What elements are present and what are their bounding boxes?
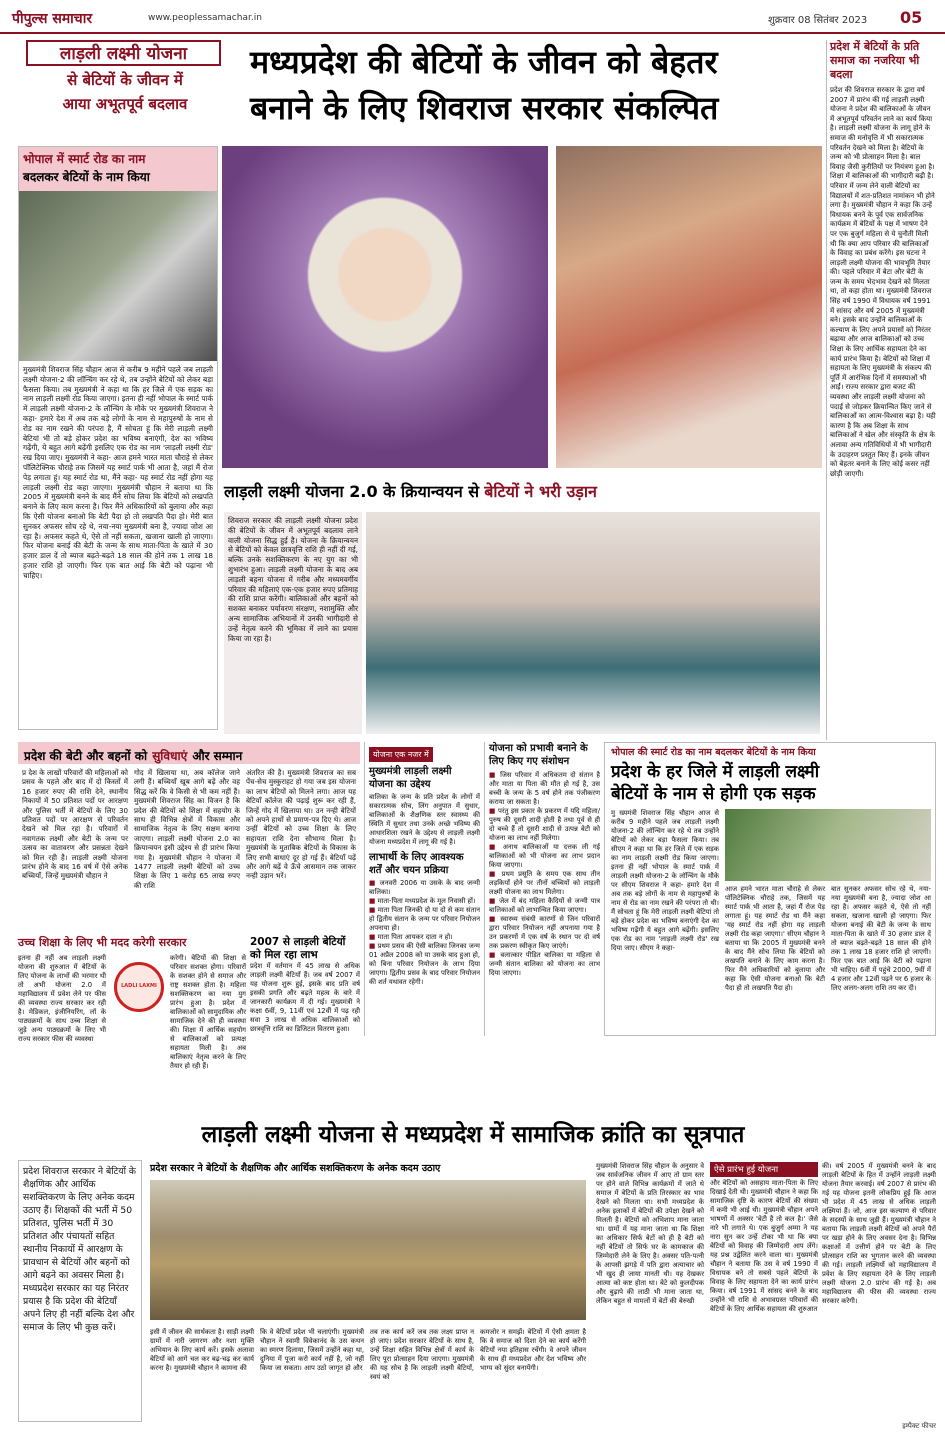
mid-banner — [224, 480, 820, 508]
section-f-headline-2: बेटियों के नाम से होगी एक सड़क — [611, 784, 816, 804]
ladli-laxmi-logo-text: LADLI LAXMI — [121, 983, 157, 989]
pm-speech-photo — [222, 146, 548, 468]
section-a-title-b: सुविधाएं — [152, 749, 188, 763]
right-column — [826, 40, 936, 740]
masthead — [0, 0, 945, 34]
section-d-bullet-list — [369, 879, 480, 987]
section-b-col-1: इतना ही नहीं अब लाड़ली लक्ष्मी योजना की शुरुआत में बेटियों के लिए योजना के लाभों की भरमार थी तो अभी योजना 2.0 में महाविद्यालय में प्रवेश लेने पर फीस की व्यवस्था राज्य सरकार कर रही है। मेडिकल, इंजीनियरिंग, लॉ के पाठ्यक्रमों के साथ उच्च शिक्षा से जुड़े अन्य पाठ्यक्रमों के लिए भी राज्य सरकार फीस की व्यवस्था — [18, 954, 106, 1043]
bottom-col-4: कमजोर न समझें। बेटियों में ऐसी क्षमता है कि वे समाज को दिशा देने का कार्य करेंगी बेटियाँ नया इतिहास रचेंगी। वे अपने जीवन के साथ ही मध्यप्रदेश और देश भविष्य और भाग्य को सुंदर बनायेंगी। — [480, 1328, 586, 1372]
list-item: ■ जनवरी 2006 या उसके के बाद जन्मी बालिका। — [369, 879, 480, 896]
section-d-title-2: योजना का उद्देश्य — [369, 779, 431, 790]
section-f-strap: भोपाल की स्मार्ट रोड का नाम बदलकर बेटियों के नाम किया — [611, 747, 816, 758]
tree-planting-photo — [725, 809, 931, 881]
section-a-col-3: अंतरित की है। मुख्यमंत्री शिवराज का सब पेंच-सेच मुस्कुराहट हो गया जब इस योजना का लाभ बेटियों को मिलने लगा। आज यह बेटियाँ कॉलेज की पढ़ाई शुरू कर रही हैं, जिन्हें गोद में खिलाया था। उन नन्ही बेटियों को अपने हाथों से प्रमाण-पत्र दिए थे। आज उन्हीं बेटियों को उच्च शिक्षा के लिए सहायता राशि देना सौभाग्य मिला है। मुख्यमंत्री के मुताबिक बेटियों के विकास के लिए सभी बाधाएं दूर हो गई हैं। बेटियाँ पढ़ें और आगे बढ़ें वे ऊँचे आसमान तक जाकर नन्ही उड़ान भरें। — [246, 768, 356, 881]
section-f-headline-1: प्रदेश के हर जिले में लाड़ली लक्ष्मी — [611, 762, 820, 782]
section-f — [604, 742, 936, 1036]
section-b-title: उच्च शिक्षा के लिए भी मदद करेगी सरकार — [18, 936, 187, 949]
section-a-title-c: और सम्मान — [192, 749, 243, 763]
list-item: ■ जेल में बंद महिला कैदियों से जन्मी पात्र बालिकाओं को लाभान्वित किया जाएगा। — [489, 897, 600, 914]
section-d-body: बालिका के जन्म के प्रति प्रदेश के लोगों में सकारात्मक सोच, लिंग अनुपात में सुधार, बालिकाओं के शैक्षणिक स्तर स्वास्थ्य की स्थिति में सुधार तथा उनके अच्छे भविष्य की आधारशिला रखने के उद्देश्य से लाड़ली लक्ष्मी योजना मध्यप्रदेश में लागू की गई है। — [369, 793, 480, 846]
bottom-banner: लाड़ली लक्ष्मी योजना से मध्यप्रदेश में सामाजिक क्रांति का सूत्रपात — [201, 1122, 745, 1148]
kicker-sub-2: आया अभूतपूर्व बदलाव — [62, 95, 188, 113]
section-c — [250, 936, 360, 1036]
section-b — [18, 936, 246, 1070]
left-story-body: मुख्यमंत्री शिवराज सिंह चौहान आज से करीब 9 महीने पहले जब लाड़ली लक्ष्मी योजना-2 की लॉन्चिंग कर रहे थे, तब उन्होंने बेटियों को लेकर बड़ा फैसला किया। तब मुख्यमंत्री ने कहा था कि हर जिले में एक सड़क का नाम लाड़ली लक्ष्मी रोड किया जाएगा। इतना ही नहीं भोपाल के स्मार्ट पार्क में लाड़ली लक्ष्मी योजना-2 के लॉन्चिंग के मौके पर मुख्यमंत्री शिवराज ने कहा- हमारे देश में अब तक बड़े लोगों के नाम से महापुरुषों के नाम से रोड का नाम रखने की परंपरा है, मैं सोचता हूं कि मेरी लाड़ली लक्ष्मी बेटियां भी तो बड़े होकर प्रदेश का भविष्य बनाएंगी, देश का भविष्य गढ़ेंगी, ये बहुत आगे बढ़ेंगी इसलिए एक रोड का नाम 'लाड़ली लक्ष्मी रोड' रख दिया जाए। मुख्यमंत्री ने कहा- आज हमने भारत माता चौराहे से लेकर पॉलिटेक्निक चौराहे तक जिसमें यह स्मार्ट पार्क भी आता है, जहां मैं रोज पेड़ लगाता हूं। यह स्मार्ट रोड था, मैंने कहा- यह स्मार्ट रोड नहीं होगा यह लाड़ली लक्ष्मी रोड कहा जाएगा। मुख्यमंत्री चौहान ने बताया था कि 2005 में मुख्यमंत्री बनने के बाद मैंने सोच लिया कि बेटियों को लखपति बनाने के लिए काम करना है। फिर मैंने अधिकारियों को बुलाया और कहा कि ऐसी योजना बनाओ कि बेटी पैदा हो तो लखपति पैदा हो। मेरी बात सुनकर अफसर सोच रहे थे, नया-नया मुख्यमंत्री बना है, ज्यादा जोश आ रहा है। अफसर कहते थे, ऐसे तो नहीं सकता, खजाना खाली हो जाएगा। फिर योजना बनाई की बेटी के जन्म के साथ माता-पिता के खाते में 30 हजार डाल दें तो ब्याज बढ़ते-बढ़ते 18 साल की होने तक 1 लाख 18 हजार राशि हो जाएगी। फिर एक बात आई कि बेटी को पढ़ाना भी चाहिए। — [23, 365, 213, 580]
section-d-title-3: लाभार्थी के लिए आवश्यक — [369, 852, 464, 863]
bottom-col-5: मुख्यमंत्री शिवराज सिंह चौहान के अनुसार वे जब सार्वजनिक जीवन में आए तो ग्राम स्तर पर होने वाले विभिन्न कार्यक्रमों में जाते थे समाज में बेटियों के प्रति तिरस्कार का भाव देखने को मिलता था। सभी मध्यप्रदेश के अनेक इलाकों में बेटियों की उपेक्षा देखने को मिलती है। बेटियों को अभिशाप माना जाता था। ग्रामों में यह माना जाता था कि शिक्षा का अधिकार सिर्फ बेटों को ही है बेटी को नहीं बेटियों तो सिर्फ घर के कामकाज की जिम्मेदारी लेने के लिए है। अक्सर पति-पत्नी के आपसी झगड़े में पति द्वारा अत्याचार को भी खुद ही जाया मानती थी। यह देखकर आत्मा को कष्ट होता था। बेटे को कुलदीपक और बुढ़ापे की लाठी भी माना जाता था, लेकिन बहुत से मामलों में बेटों की बेरुखी — [596, 1162, 704, 1305]
list-item: ■ अनाथ बालिकाओं या दत्तक ली गई बालिकाओं को भी योजना का लाभ प्रदान किया जाएगा। — [489, 843, 600, 869]
list-item: ■ बलात्कार पीड़ित बालिका या महिला से जन्मी संतान बालिका को योजना का लाभ दिया जाएगा। — [489, 951, 600, 977]
bottom-left-text: प्रदेश शिवराज सरकार ने बेटियों के शैक्षणिक और आर्थिक सशक्तिकरण के लिए अनेक कदम उठाए हैं। शिक्षकों की भर्ती में 50 प्रतिशत, पुलिस भर्ती में 30 प्रतिशत और पंचायतों सहित स्थानीय निकायों में आरक्षण के प्रावधान से बेटियों और बहनों को आगे बढ़ने का अवसर मिला है। मध्यप्रदेश सरकार का यह निरंतर प्रयास है कि प्रदेश की बेटियाँ अपने लिए ही नहीं बल्कि देश और समाज के लिए भी कुछ करें। — [23, 1166, 136, 1333]
section-a — [18, 742, 360, 932]
section-d-tag: योजना एक नजर में — [369, 747, 433, 762]
bottom-col-7: की। वर्ष 2005 में मुख्यमंत्री बनने के बाद लाड़ली बेटियों के हित में उन्होंने लाड़ली लक्ष्मी योजना तैयार करवाई। वर्ष 2007 से प्रारंभ की गई यह योजना इतनी लोकप्रिय हुई कि आज भी प्रदेश में 45 लाख से अधिक लाड़ली लक्ष्मियां हैं। जो, आज इस कल्याण से परिवार के सदस्यों के साथ जुड़ी हैं। मुख्यमंत्री चौहान ने बताया कि लाड़ली लक्ष्मी बेटियों को अपने पैरों पर खड़ा होने के लिए अवसर देना है। विभिन्न कक्षाओं में उत्तीर्ण होने पर बेटी के लिए प्रोत्साहन राशि का भुगतान करने की व्यवस्था की गई। लाड़ली लक्ष्मियों को महाविद्यालय में प्रवेश के लिए सहायता देने के लिए लाड़ली लक्ष्मी योजना 2.0 प्रारंभ की गई है। अब महाविद्यालय की फीस की व्यवस्था राज्य सरकार करेगी। — [822, 1162, 936, 1305]
list-item: ■ प्रथम प्रसूति के समय एक साथ तीन लड़कियाँ होने पर तीनों बच्चियों को लाड़ली लक्ष्मी योजना का लाभ मिलेगा। — [489, 870, 600, 896]
section-b-col-2: करेगी। बेटियों की शिक्षा से परिवार सशक्त होगा। परिवारों के सशक्त होने से समाज और राष्ट्र सशक्त होता है। महिला सशक्तिकरण का नया युग प्रारंभ हुआ है। प्रदेश में बालिकाओं को सामुदायिक और सामाजिक देने की ही व्यवस्था की। शिक्षा में आर्थिक सहयोग से बालिकाओं को प्रत्यक्ष सहायता मिली है। अब बालिकाएं नेतृत्व करने के लिए तैयार हो रही हैं। — [170, 954, 246, 1070]
kicker-sub-1: से बेटियों के जीवन में — [67, 71, 183, 89]
impact-feature-credit: इम्पैक्ट फीचर — [902, 1422, 936, 1430]
left-story — [18, 146, 218, 730]
bottom-col-6-body: और बेटियों को असहाय माता-पिता के लिए दिखाई देती थी। मुख्यमंत्री चौहान ने कहा कि सामाजिक दृष्टि के कारण बेटियों की संख्या में कमी भी आई थी। मुख्यमंत्री चौहान अपने भाषणों में अक्सर 'बेटी है तो कल है।' जैसे नारे भी लगाते थे। एक बुजुर्ग अम्मा ने यह नारा सुन कर उन्हें टोका भी था कि क्या बेटियों को विवाह की जिम्मेदारी आप लेंगे। यह प्रश्न उद्वेलित करने वाला था। मुख्यमंत्री चौहान ने बताया कि उस वे वर्ष 1990 में विधायक बने तो सबसे पहले बेटियों के विवाह के लिए सहायता देने का कार्य प्रारंभ किया। वर्ष 1991 में सांसद बनने के बाद उन्होंने भी राशि से अभावग्रस्त परिवारों की बेटियों के लिए आर्थिक सहायता की शुरुआत — [710, 1179, 818, 1313]
list-item: ■ प्रथम प्रसव की ऐसी बालिका जिनका जन्म 01 अप्रैल 2008 को या उसके बाद हुआ हो, को बिना परिवार नियोजन के लाभ दिया जाएगा। द्वितीय प्रसव के बाद परिवार नियोजन की शर्त यथावत रहेगी। — [369, 942, 480, 986]
section-a-title-a: प्रदेश की बेटी और बहनों को — [24, 749, 148, 763]
bottom-col-6-title: ऐसे प्रारंभ हुई योजना — [710, 1162, 818, 1177]
bottom-left-box — [18, 1160, 142, 1422]
list-item: ■ परंतु इस प्रकार के प्रकरण में यदि महिला/पुरुष की दूसरी शादी होती है तथा पूर्व से ही दो बच्चे हैं तो दूसरी शादी से उत्पन्न बेटी को योजना का लाभ नहीं मिलेगा। — [489, 807, 600, 842]
left-story-title-1: भोपाल में स्मार्ट रोड का नाम — [23, 152, 146, 166]
road-plaque-photo — [19, 191, 217, 361]
list-item: ■ जिस परिवार में अधिकतम दो संतान है और माता या पिता की मौत हो गई है, उस बच्ची के जन्म के 5 वर्ष होने तक पंजीकरण कराया जा सकता है। — [489, 771, 601, 806]
site-url: www.peoplessamachar.in — [148, 13, 262, 23]
section-e-title-1: योजना को प्रभावी बनाने के — [489, 743, 588, 754]
section-c-title-1: 2007 से लाड़ली बेटियों — [250, 936, 346, 948]
right-column-body: प्रदेश की शिवराज सरकार के द्वारा वर्ष 2007 में प्रारंभ की गई लाड़ली लक्ष्मी योजना ने प्रदेश की बालिकाओं के जीवन में अभूतपूर्व परिवर्तन लाने का कार्य किया है। लाड़ली लक्ष्मी योजना के लागू होने के समाज की मनोवृत्ति में भी सकारात्मक परिवर्तन देखने को मिला है। बेटियों के जन्म को भी प्रोत्साहन मिला है। बाल विवाह जैसी कुरीतियों पर नियंत्रण हुआ है। शिक्षा में बालिकाओं की भागीदारी बढ़ी है। परिवार में जन्म लेने वाली बेटियों का विद्यालयों में शत-प्रतिशत नामांकन भी होने लगा है। मुख्यमंत्री चौहान ने कहा कि उन्हें विधायक बनने के पूर्व एक सार्वजनिक कार्यक्रम में बेटियों के पक्ष में भाषण देने पर एक बुजुर्ग महिला से ये चुनौती मिली थी कि क्या आप परिवार की बालिकाओं के विवाह का प्रबंध करेंगे। इस घटना ने लाड़ली लक्ष्मी योजना की भावभूमि तैयार की। पहले परिवार में बेटा और बेटी के जन्म के समय भेदभाव देखने को मिलता था, तो कहा होता था। मुख्यमंत्री शिवराज सिंह वर्ष 1990 में विधायक वर्ष 1991 में सांसद और वर्ष 2005 में मुख्यमंत्री बने। इसके बाद उन्होंने बालिकाओं के कल्याण के लिए अपने प्रयासों को निरंतर बढ़ाया और आज बालिकाओं को उच्च शिक्षा के लिए आर्थिक सहायता देने का कार्य प्रारंभ किया है। बेटियों को शिक्षा में सहायता के लिए मुख्यमंत्री के संकल्प की पूर्ति में आरंभिक दिनों में समस्याओं भी आईं। राज्य सरकार द्वारा बजट की व्यवस्था और लाड़ली लक्ष्मी योजना को पदाई से जोड़कर क्रियान्वित किए जाने से बालिकाओं का आत्म-विश्वास बढ़ा है। यही कारण है कि अब शिक्षा के साथ बालिकाओं ने खेल और संस्कृति के क्षेत्र के अलावा अन्य गतिविधियों में भी भागीदारी के उदाहरण प्रस्तुत किए हैं। इनके जीवन को बेहतर बनाने के लिए कोई कसर नहीं छोड़ी जाएगी। — [830, 86, 936, 478]
headline-line-2: बनाने के लिए शिवराज सरकार संकल्पित — [250, 89, 719, 127]
section-c-title-2: को मिल रहा लाभ — [250, 949, 318, 961]
mid-story-box — [224, 512, 362, 734]
right-column-title: प्रदेश में बेटियों के प्रति समाज का नजरिया भी बदला — [830, 40, 920, 81]
kicker: लाड़ली लक्ष्मी योजना — [59, 44, 188, 64]
bottom-col-2: कि वे बेटियाँ प्रदेश भी चलाएंगी। मुख्यमंत्री चौहान ने स्वामी विवेकानंद के उस कथन का स्मरण दिलाया, जिसमें उन्होंने कहा था, दुनिया में पूजा करो कार्य नहीं है, जो नहीं किया जा सकता। आप उठो जागृत हो और — [260, 1328, 364, 1372]
section-d-title-4: शर्तें और चयन प्रक्रिया — [369, 865, 449, 876]
headline-line-1: मध्यप्रदेश की बेटियों के जीवन को बेहतर — [250, 43, 718, 81]
top-banner-kicker-box — [26, 40, 221, 66]
police-women-parade-photo — [150, 1180, 586, 1320]
brand-logo: पीपुल्स समाचार — [12, 11, 93, 27]
bottom-col-1: इसी में जीवन की सार्थकता है। साड़ी लक्ष्मी ग्रामों में नारी जागरण और नशा मुक्ति अभियान के लिए कार्य करें। इसके अलावा बेटियाँ को आगे चल कर बढ़-चढ़ कर कार्य करना है। मुख्यमंत्री चौहान ने कामना की — [150, 1328, 254, 1372]
cm-students-photo — [366, 512, 820, 734]
section-c-body: प्रदेश में वर्तमान में 45 लाख से अधिक लाड़ली लक्ष्मी बेटियाँ हैं। जब वर्ष 2007 में यह योजना शुरू हुई, इसके बाद प्रति वर्ष इसकी प्रगति और बढ़ते महत्व के बारे में जानकारी कार्यक्रम में दी गई। मुख्यमंत्री ने कक्षा 6वीं, 9, 11वीं एवं 12वीं में पढ़ रही सवा 3 लाख से अधिक बालिकाओं को छात्रवृत्ति राशि का डिजिटल वितरण हुआ। — [250, 962, 360, 1033]
section-d — [364, 742, 480, 1036]
section-f-col-3: बात सुनकर अफसर सोच रहे थे, नया-नया मुख्यमंत्री बना है, ज्यादा जोश आ रहा है। अफसर कहते थे, ऐसे तो नहीं सकता, खजाना खाली हो जाएगा। फिर योजना बनाई की बेटी के जन्म के साथ माता-पिता के खाते में 30 हजार डाल दें तो ब्याज बढ़ते-बढ़ते 18 साल की होने तक 1 लाख 18 हजार राशि हो जाएगी। फिर एक बात आई कि बेटी को पढ़ाना भी चाहिए। 6वीं में पहुंचे 2000, 9वीं में 4 हजार और 12वीं पढ़ने पर 6 हजार के लिए अलग-अलग राशि तय कर दी। — [831, 885, 931, 992]
section-f-col-1: मु ख्यमंत्री शिवराज सिंह चौहान आज से करीब 9 महीने पहले जब लाड़ली लक्ष्मी योजना-2 की लॉन्चिंग कर रहे थे तब उन्होंने बेटियों को लेकर बड़ा फैसला किया। तब सीएम ने कहा था कि हर जिले में एक सड़क का नाम लाड़ली लक्ष्मी रोड किया जाएगा। इतना ही नहीं भोपाल के स्मार्ट पार्क में लाड़ली लक्ष्मी योजना-2 के लॉन्चिंग के मौके पर सीएम शिवराज ने कहा- हमारे देश में अब तक बड़े लोगों के नाम से महापुरुषों के नाम से रोड का नाम रखने की परंपरा तो थी। मैं सोचता हूं कि मेरी लाड़ली लक्ष्मी बेटियां तो बड़े होकर प्रदेश का भविष्य बनाएंगी देश का भविष्य गढ़ेंगी ये बहुत आगे बढ़ेंगी। इसलिए एक रोड का नाम 'लाड़ली लक्ष्मी रोड' रख दिया जाए। सीएम ने कहा- — [611, 809, 719, 952]
list-item: ■ माता पिता जिनकी दो या दो से कम संतान हो द्वितीय संतान के जन्म पर परिवार नियोजन अपनाया हो। — [369, 906, 480, 932]
list-item: ■ माता-पिता मध्यप्रदेश के मूल निवासी हों। — [369, 897, 476, 905]
list-item: ■ माता पिता आयकर दाता न हो। — [369, 933, 453, 941]
bottom-col-6 — [710, 1162, 818, 1426]
section-e-bullet-list — [489, 771, 600, 978]
bottom-photo-title: प्रदेश सरकार ने बेटियों के शैक्षणिक और आर्थिक सशक्तिकरण के अनेक कदम उठाए — [150, 1163, 441, 1174]
list-item: ■ स्वास्थ्य संबंधी कारणों से जिन परिवारों द्वारा परिवार नियोजन नहीं अपनाया गया है उन प्रकरणों में एक वर्ष के स्थान पर दो वर्ष तक प्रकरण स्वीकृत किए जाएंगे। — [489, 915, 600, 950]
mid-story-body: शिवराज सरकार की लाड़ली लक्ष्मी योजना प्रदेश की बेटियों के जीवन में अभूतपूर्व बदलाव लाने वाली योजना सिद्ध हुई है। योजना के क्रियान्वयन से बेटियों को केवल छात्रवृत्ति राशि ही नहीं दी गई, बल्कि उनके सशक्तिकरण के नए युग का भी शुभारंभ हुआ। लाड़ली लक्ष्मी योजना के बाद अब लाड़ली बहना योजना में गरीब और मध्यमवर्गीय परिवार की महिलाएं एक-एक हजार रुपए प्रतिमाह की राशि प्राप्त करेंगी। बालिकाओं और बहनों को सशक्त बनाकर पर्यावरण संरक्षण, नशामुक्ति और अन्य सामाजिक अभियानों में उनकी भागीदारी से उन्हें नेतृत्व करने की भूमिका में लाने का प्रयास किया जा रहा है। — [228, 516, 358, 643]
section-a-title-bar — [18, 742, 360, 764]
section-e — [484, 742, 600, 1036]
page-number: 05 — [900, 8, 923, 27]
mid-banner-text-b: बेटियों ने भरी उड़ान — [484, 482, 597, 501]
page-date: शुक्रवार 08 सितंबर 2023 — [768, 15, 868, 26]
section-a-col-1: प्र देश के लाखों परिवारों की महिलाओं को प्रसव के पहले और बाद में दो किस्तों में 16 हजार रुपए की राशि देने, स्थानीय निकायों में 50 प्रतिशत पदों पर आरक्षण और पुलिस भर्ती में बेटियों के लिए 30 प्रतिशत पदों पर आरक्षण से परिवर्तन देखने को मिल रहा है। परिवारों में नवागतक लक्ष्मी और बेटी के जन्म पर उत्सव का वातावरण और प्रसन्नता देखने को मिल रही है। लाड़ली लक्ष्मी योजना प्रारंभ होने के बाद 16 वर्ष में ऐसे अनेक बच्चियाँ, जिन्हें मुख्यमंत्री चौहान ने — [22, 768, 128, 881]
bottom-col-3: तब तक कार्य करें जब तक लक्ष्य प्राप्त न हो जाए। प्रदेश सरकार बेटियों के साथ है, उन्हें शिक्षा सहित विभिन्न क्षेत्रों में कार्य के लिए पूरा प्रोत्साहन दिया जाएगा। मुख्यमंत्री की यह सोच है कि लाड़ली लक्ष्मी बेटियाँ, स्वयं को — [370, 1328, 474, 1381]
section-a-col-2: गोद में खिलाया था, अब कॉलेज जाने लगी हैं। बच्चियाँ खूब आगे बढ़ें और वह सिद्ध करें कि वे किसी से भी कम नहीं हैं। मुख्यमंत्री शिवराज सिंह का विजन है कि प्रदेश की बेटियों को शिक्षा में सहयोग के साथ ही विभिन्न क्षेत्रों में विकास और सामाजिक नेतृत्व के लिए सक्षम बनाया जाएगा। लाड़ली लक्ष्मी योजना 2.0 का क्रियान्वयन इसी उद्देश्य से ही प्रारंभ किया गया है। मुख्यमंत्री चौहान ने योजना में 1477 लाड़ली लक्ष्मी बेटियों को उच्च शिक्षा के लिए 1 करोड़ 65 लाख रुपए की राशि — [134, 768, 240, 890]
section-f-col-2: आज हमने भारत माता चौराहे से लेकर पॉलिटेक्निक चौराहे तक, जिसमें यह स्मार्ट पार्क भी आता है, जहां मैं रोज पेड़ लगाता हूं। यह स्मार्ट रोड था मैंने कहा 'यह स्मार्ट रोड नहीं होगा यह लाड़ली लक्ष्मी रोड कहा जाएगा।' सीएम चौहान ने बताया था कि 2005 में मुख्यमंत्री बनने के बाद मैंने सोच लिया कि बेटियों को लखपति बनाने के लिए काम करना है। फिर मैंने अधिकारियों को बुलाया और कहा कि ऐसी योजना बनाओ कि बेटी पैदा हो तो लखपति पैदा हो। — [725, 885, 825, 992]
section-e-title-2: लिए किए गए संशोधन — [489, 756, 570, 767]
left-story-title-box — [19, 147, 217, 191]
mid-banner-text-a: लाड़ली लक्ष्मी योजना 2.0 के क्रियान्वयन से — [224, 482, 480, 501]
section-d-title-1: मुख्यमंत्री लाड़ली लक्ष्मी — [369, 766, 452, 777]
ladli-laxmi-logo — [114, 962, 164, 1012]
left-story-title-2: बदलकर बेटियों के नाम किया — [23, 170, 150, 184]
cm-with-child-photo — [556, 146, 822, 468]
